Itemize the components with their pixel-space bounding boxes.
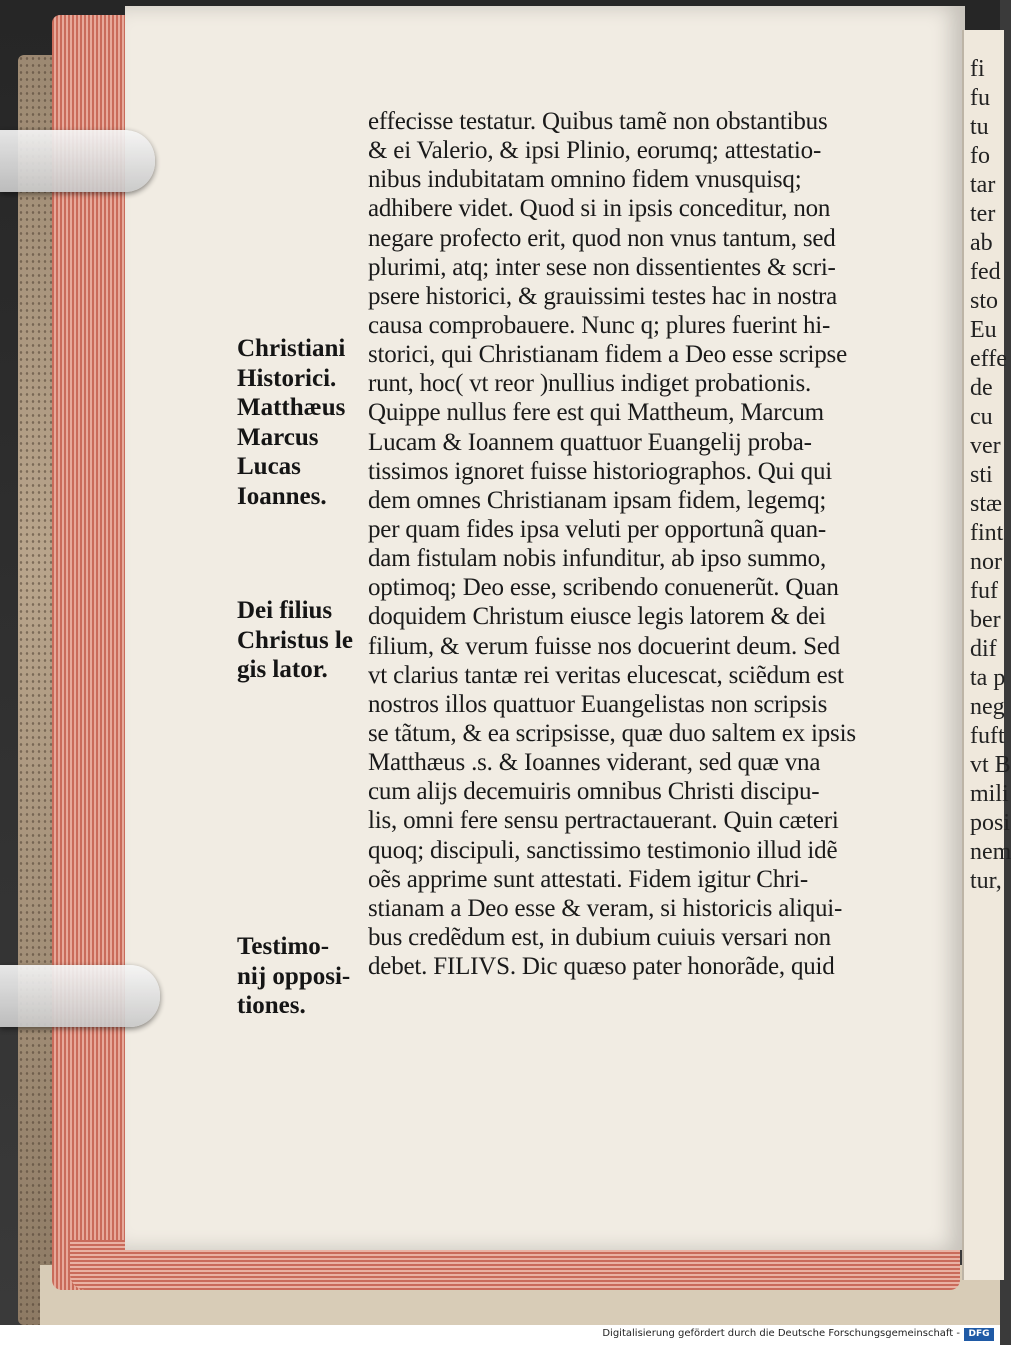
right-page-fragment: fed xyxy=(970,259,1001,285)
footer-credit: Digitalisierung gefördert durch die Deutsche Forschungsgemeinschaft - xyxy=(602,1328,960,1339)
right-page-fragment: sto xyxy=(970,288,999,314)
text-line: runt, hoc( vt reor )nullius indiget probationis. xyxy=(368,370,812,398)
text-line: nostros illos quattuor Euangelistas non scripsis xyxy=(368,690,828,718)
marginal-note-line: Ioannes. xyxy=(237,482,327,510)
right-page-fragment: Eu xyxy=(970,317,997,343)
marginal-note-historici xyxy=(237,334,345,511)
marginal-note-line: gis lator. xyxy=(237,656,328,683)
page-clip-top xyxy=(0,130,155,192)
right-page-edge xyxy=(962,30,1011,1280)
marginal-note-line: Marcus xyxy=(237,423,319,451)
right-page-fragment: fi xyxy=(970,56,985,82)
right-page-fragment: fo xyxy=(970,143,990,169)
right-page-fragment: fu xyxy=(970,85,990,111)
marginal-note-line: Matthæus xyxy=(237,394,346,421)
right-page-fragment: de xyxy=(970,375,993,401)
text-line: Quippe nullus fere est qui Mattheum, Marcum xyxy=(368,399,824,427)
right-page-fragment: ab xyxy=(970,230,993,256)
text-line: adhibere videt. Quod si in ipsis conceditur, non xyxy=(368,195,831,223)
right-page-fragment: fuft xyxy=(970,723,1005,749)
text-line: vt clarius tantæ rei veritas elucescat, sciẽdum est xyxy=(368,661,844,689)
right-page-fragment: tu xyxy=(970,114,989,140)
marginal-note-line: Dei filius xyxy=(237,597,333,624)
marginal-note-line: nij opposi- xyxy=(237,962,351,990)
text-line: doquidem Christum eiusce legis latorem & dei xyxy=(368,603,826,631)
text-line: stianam a Deo esse & veram, si historicis aliqui- xyxy=(368,894,843,922)
text-line: optimoq; Deo esse, scribendo conuenerũt. Quan xyxy=(368,574,839,602)
right-page-fragment: cu xyxy=(970,404,993,430)
right-page-fragment: mili xyxy=(970,781,1009,807)
marginal-note-line: Testimo- xyxy=(237,933,330,960)
right-page-fragment: nem xyxy=(970,839,1011,865)
right-page-fragment: tur, xyxy=(970,868,1002,894)
right-page-fragment: fint xyxy=(970,520,1004,546)
page-edges-left xyxy=(52,15,132,1290)
text-line: filium, & verum fuisse nos docuerint deum. Sed xyxy=(368,632,840,660)
text-line: nibus indubitatam omnino fidem vnusquisq; xyxy=(368,166,802,194)
right-page-fragment: effe xyxy=(970,346,1007,372)
text-line: Matthæus .s. & Ioannes viderant, sed quæ vna xyxy=(368,749,821,777)
marginal-note-testimonij xyxy=(237,932,350,1021)
right-page-fragment: vt B xyxy=(970,752,1011,778)
dfg-logo: DFG xyxy=(964,1328,994,1341)
text-line: negare profecto erit, quod non vnus tantum, sed xyxy=(368,224,836,252)
text-line: & ei Valerio, & ipsi Plinio, eorumq; attestatio- xyxy=(368,137,822,165)
marginal-note-line: Lucas xyxy=(237,453,301,480)
text-line: storici, qui Christianam fidem a Deo esse scripse xyxy=(368,341,847,369)
right-page-fragment: tar xyxy=(970,172,996,198)
footer-bar xyxy=(0,1325,1000,1345)
text-line: psere historici, & grauissimi testes hac in nostra xyxy=(368,282,838,310)
right-page-fragment: neg xyxy=(970,694,1005,720)
right-page-fragment: ter xyxy=(970,201,996,227)
right-page-fragment: dif xyxy=(970,636,997,662)
right-page-fragment: posi xyxy=(970,810,1011,836)
right-page-fragment: nor xyxy=(970,549,1002,575)
right-page-fragment: ta p xyxy=(970,665,1006,691)
text-line: effecisse testatur. Quibus tamẽ non obstantibus xyxy=(368,108,828,135)
page-clip-bottom xyxy=(0,965,160,1027)
text-line: lis, omni fere sensu pertractauerant. Quin cæteri xyxy=(368,807,839,835)
marginal-note-line: Christus le xyxy=(237,626,353,654)
text-line: dem omnes Christianam ipsam fidem, legemq; xyxy=(368,486,827,514)
right-page-fragment: sti xyxy=(970,462,993,488)
text-line: bus credẽdum est, in dubium cuiuis versari non xyxy=(368,923,831,951)
main-text-block xyxy=(368,107,913,981)
text-line: tissimos ignoret fuisse historiographos. Qui qui xyxy=(368,457,832,485)
text-line: per quam fides ipsa veluti per opportunã quan- xyxy=(368,515,827,543)
text-line: dam fistulam nobis infunditur, ab ipso summo, xyxy=(368,545,827,573)
marginal-note-dei-filius xyxy=(237,596,353,685)
marginal-note-line: Christiani xyxy=(237,335,346,362)
right-page-fragment: ver xyxy=(970,433,1001,459)
marginal-note-line: tiones. xyxy=(237,992,306,1019)
right-page-fragment: stæ xyxy=(970,491,1003,517)
text-line: causa comprobauere. Nunc q; plures fuerint hi- xyxy=(368,311,831,339)
text-line: cum alijs decemuiris omnibus Christi discipu- xyxy=(368,778,820,806)
text-line: Lucam & Ioannem quattuor Euangelij proba- xyxy=(368,428,812,456)
text-line: plurimi, atq; inter sese non dissentientes & scri- xyxy=(368,253,836,281)
right-page-fragment: fuf xyxy=(970,578,998,604)
text-line: quoq; discipuli, sanctissimo testimonio illud idẽ xyxy=(368,836,838,864)
text-line: oẽs apprime sunt attestati. Fidem igitur Chri- xyxy=(368,865,809,893)
text-line: se tãtum, & ea scripsisse, quæ duo saltem ex ipsis xyxy=(368,719,856,747)
marginal-note-line: Historici. xyxy=(237,364,337,392)
right-page-fragment: ber xyxy=(970,607,1001,633)
text-line: debet. FILIVS. Dic quæso pater honorãde, quid xyxy=(368,953,835,981)
